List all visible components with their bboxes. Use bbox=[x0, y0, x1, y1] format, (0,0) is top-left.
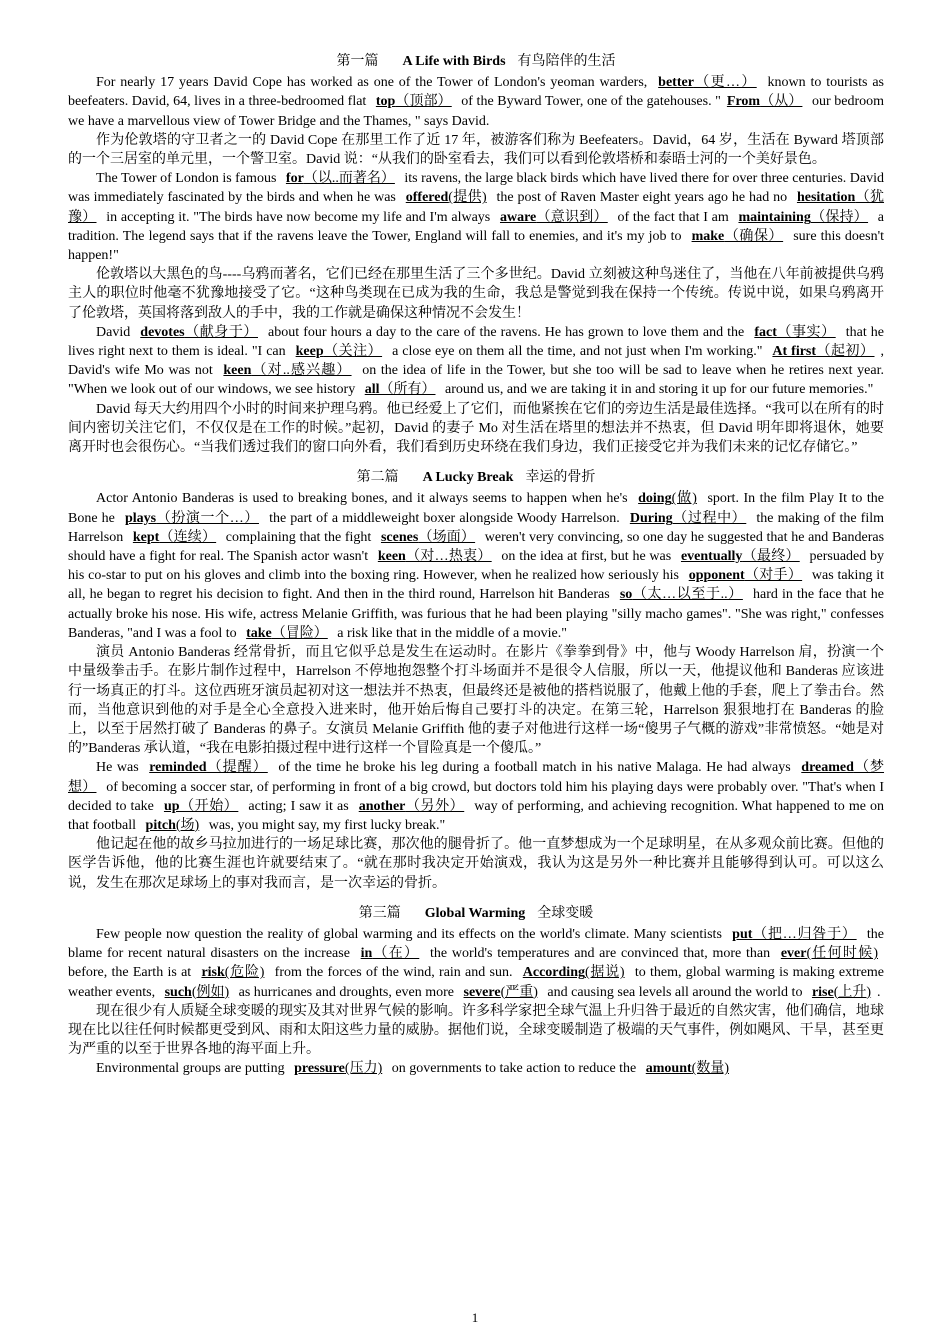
answer-word: ever bbox=[780, 946, 807, 962]
answer-blank bbox=[806, 985, 877, 1000]
text-run: a tradition. The legend says that if the ravens leave the Tower, England will fall to enemies, and it's my job to bbox=[68, 209, 885, 244]
text-run: on governments to take action to reduce the bbox=[388, 1061, 640, 1077]
answer-word: keep bbox=[295, 344, 324, 360]
text-run: acting; I saw it as bbox=[244, 798, 353, 814]
answer-blank bbox=[748, 325, 841, 340]
text-run: , David's wife Mo was not bbox=[68, 344, 884, 379]
section-label: 第一篇 bbox=[336, 54, 379, 69]
text-run: Actor Antonio Banderas is used to breaking bones, and it always seems to happen when he's bbox=[96, 491, 633, 507]
text-run: the blame for recent natural disasters on the increase bbox=[68, 926, 885, 962]
answer-gloss: (提供) bbox=[448, 190, 487, 206]
answer-word: eventually bbox=[680, 549, 743, 565]
chinese-translation-paragraph: 演员 Antonio Banderas 经常骨折，而且它似乎总是发生在运动时。在影片《拳拳到骨》中，他与 Woody Harrelson 肩，扮演一个中量级拳击手。在影片制作过程中，Harrelson 不停地抱怨整个打斗场面并不是很令人信服，所以一天，他提议他和 Banderas 应该进行一场真正的打斗。这位西班牙演员起初对这一想法并不热衷，但最终还是被他的搭档说服了，他戴上他的手套，爬上了拳击台。然而，当他意识到他的对手是全心全意投入进来时，他开始后悔自己要打斗的决定。在第三轮，Harrelson 狠狠地打在 Banderas 的脸上，以至于居然打破了 Banderas 的鼻子。女演员 Melanie Griffith 他的妻子对他进行这样一场“傻男子气概的游戏”非常愤怒。“她是对的”Banderas 承认道，“我在电影拍摄过程中进行这样一个冒险真是一个傻瓜。” bbox=[68, 645, 884, 757]
answer-word: scenes bbox=[380, 529, 419, 545]
section-label: 第二篇 bbox=[356, 470, 399, 486]
answer-blank bbox=[240, 626, 334, 641]
english-paragraph bbox=[68, 323, 884, 400]
answer-blank bbox=[375, 530, 481, 545]
answer-gloss: (据说) bbox=[584, 965, 625, 981]
section-title-cn: 幸运的骨折 bbox=[525, 470, 596, 486]
answer-word: such bbox=[164, 984, 192, 1000]
answer-word: keen bbox=[223, 363, 252, 379]
answer-word: dreamed bbox=[801, 760, 854, 776]
answer-gloss: （保持） bbox=[810, 209, 869, 225]
answer-gloss: (场) bbox=[175, 817, 200, 833]
answer-gloss: （以..而著名） bbox=[303, 171, 395, 187]
answer-blank bbox=[290, 344, 388, 359]
answer-gloss: (压力) bbox=[344, 1061, 383, 1077]
answer-blank bbox=[288, 1061, 388, 1076]
text-run: a close eye on them all the time, and not just when I'm working." bbox=[388, 344, 767, 360]
text-run: was, you might say, my first lucky break." bbox=[205, 817, 446, 833]
answer-gloss: (上升) bbox=[833, 984, 872, 1000]
text-run: about four hours a day to the care of the ravens. He has grown to love them and the bbox=[263, 324, 749, 340]
answer-blank bbox=[140, 818, 206, 833]
answer-gloss: （对…热衷） bbox=[405, 549, 492, 565]
answer-word: keen bbox=[377, 549, 406, 565]
text-run: sport. In the film Play It to the Bone he bbox=[68, 491, 885, 526]
answer-gloss: （在） bbox=[372, 946, 420, 962]
text-run: For nearly 17 years David Cope has worked as one of the Tower of London's yeoman warders, bbox=[96, 75, 653, 91]
answer-blank bbox=[158, 799, 244, 814]
answer-word: devotes bbox=[140, 324, 185, 340]
text-run: before, the Earth is at bbox=[68, 965, 196, 981]
answer-gloss: （连续） bbox=[159, 529, 217, 545]
text-run: Few people now question the reality of global warming and its effects on the world's climate. Many scientists bbox=[96, 926, 727, 942]
answer-word: make bbox=[691, 228, 725, 244]
text-run: hard in the face that he actually broke his nose. His wife, actress Melanie Griffith, was furious that he had been playing "silly macho games". "She was right," confesses Banderas, "and I was a fool to bbox=[68, 587, 884, 641]
answer-blank bbox=[632, 491, 703, 506]
answer-gloss: （顶部） bbox=[395, 94, 452, 110]
answer-blank bbox=[775, 946, 884, 961]
text-run: the part of a middleweight boxer alongside Woody Harrelson. bbox=[264, 510, 624, 526]
chinese-translation-paragraph: 作为伦敦塔的守卫者之一的 David Cope 在那里工作了近 17 年，被游客们称为 Beefeaters。David，64 岁，生活在 Byward 塔顶部的一个三居室的单元里，一个警卫室。David 说：“从我们的卧室看去，我们可以看到伦敦塔桥和泰晤士河的一个美好景色。 bbox=[68, 132, 884, 168]
answer-gloss: (做) bbox=[671, 491, 697, 507]
chinese-translation-paragraph: 他记起在他的故乡马拉加进行的一场足球比赛，那次他的腿骨折了。他一直梦想成为一个足球明星，在从多观众前比赛。但他的医学告诉他，他的比赛生涯也许就要结束了。“就在那时我决定开始演戏，我认为这是另外一种比赛并且能够得到认可。可以这么说，发生在那次足球场上的事对我而言，是一次幸运的骨折。 bbox=[68, 837, 884, 891]
answer-blank bbox=[683, 568, 808, 583]
answer-blank bbox=[726, 927, 862, 942]
text-run: Environmental groups are putting bbox=[96, 1061, 289, 1077]
answer-word: fact bbox=[754, 324, 777, 340]
answer-word: amount bbox=[645, 1061, 692, 1077]
answer-blank bbox=[517, 965, 631, 980]
answer-blank bbox=[217, 363, 357, 378]
text-run: weren't very convincing, so one day he suggested that he and Banderas should have a fight for real. The Spanish actor wasn't bbox=[68, 529, 885, 565]
chinese-translation-paragraph: 现在很少有人质疑全球变暖的现实及其对世界气候的影响。许多科学家把全球气温上升归咎于最近的自然灾害，他们确信，地球现在比以往任何时候都更受到风、雨和太阳这些力量的威胁。据他们说，全球变暖制造了极端的天气事件，例如飓风、干旱，甚至更为严重的以至于世界各地的海平面上升。 bbox=[68, 1003, 884, 1058]
answer-gloss: （献身于） bbox=[184, 324, 258, 340]
answer-blank bbox=[732, 210, 874, 225]
answer-word: offered bbox=[405, 190, 449, 206]
answer-word: From bbox=[726, 94, 761, 110]
section-label: 第三篇 bbox=[358, 905, 401, 921]
answer-word: opponent bbox=[688, 568, 745, 584]
text-run: persuaded by his co-star to put on his gloves and climb into the boxing ring. However, when he realized how seriously his bbox=[68, 549, 885, 584]
text-run: David bbox=[96, 324, 135, 340]
answer-blank bbox=[127, 530, 222, 545]
text-run: of the Byward Tower, one of the gatehouses. " bbox=[457, 94, 721, 110]
text-run: on the idea of life in the Tower, but she too will be sad to leave when he retires next year. "When we look out of our windows, we see history bbox=[68, 363, 885, 398]
answer-gloss: （犹豫） bbox=[68, 190, 885, 225]
text-run: the making of the film Harrelson bbox=[68, 510, 885, 545]
answer-gloss: （从） bbox=[760, 94, 803, 110]
english-paragraph bbox=[68, 489, 884, 643]
section-title-cn: 有鸟陪伴的生活 bbox=[517, 54, 616, 69]
answer-gloss: （更…） bbox=[693, 75, 757, 91]
answer-blank bbox=[624, 511, 752, 526]
answer-blank bbox=[675, 549, 806, 564]
answer-word: pressure bbox=[294, 1061, 345, 1077]
answer-blank bbox=[400, 190, 493, 205]
answer-word: for bbox=[285, 171, 304, 187]
text-run: the post of Raven Master eight years ago he had no bbox=[492, 190, 791, 206]
text-run: in accepting it. "The birds have now become my life and I'm always bbox=[102, 209, 494, 225]
answer-word: all bbox=[364, 382, 380, 398]
answer-blank bbox=[280, 171, 401, 186]
answer-gloss: （对..感兴趣） bbox=[251, 363, 352, 379]
answer-blank bbox=[686, 229, 790, 244]
answer-gloss: (危险) bbox=[224, 965, 265, 981]
text-run: was taking it all, he began to regret his decision to fight. And then in the third round, Harrelson hit Banderas bbox=[68, 568, 885, 603]
text-run: The Tower of London is famous bbox=[96, 171, 280, 187]
answer-blank bbox=[372, 549, 498, 564]
answer-word: in bbox=[360, 946, 373, 962]
answer-word: aware bbox=[499, 209, 537, 225]
text-run: way of performing, and achieving recognition. What happened to me on that football bbox=[68, 798, 884, 833]
answer-blank bbox=[143, 760, 274, 775]
section-title-cn: 全球变暖 bbox=[537, 905, 594, 921]
text-run: the world's temperatures and are convinced that, more than bbox=[425, 946, 775, 962]
text-run: He was bbox=[96, 760, 144, 776]
section-title bbox=[68, 52, 884, 71]
answer-word: plays bbox=[124, 510, 157, 526]
answer-gloss: （意识到） bbox=[536, 209, 608, 225]
answer-gloss: （事实） bbox=[776, 324, 836, 340]
section-gap bbox=[68, 893, 884, 904]
answer-gloss: （另外） bbox=[405, 798, 465, 814]
answer-word: pitch bbox=[145, 817, 176, 833]
answer-word: another bbox=[358, 798, 406, 814]
answer-gloss: （起初） bbox=[816, 344, 875, 360]
answer-word: top bbox=[375, 94, 396, 110]
answer-gloss: （所有） bbox=[379, 382, 436, 398]
answer-blank bbox=[159, 985, 236, 1000]
english-paragraph bbox=[68, 925, 884, 1002]
answer-word: up bbox=[163, 798, 180, 814]
text-run: our bedroom we have a marvellous view of Tower Bridge and the Thames, " says David. bbox=[68, 94, 884, 129]
answer-gloss: （确保） bbox=[724, 228, 784, 244]
text-run: complaining that the fight bbox=[222, 529, 375, 545]
section-title-en: Global Warming bbox=[424, 905, 526, 921]
english-paragraph bbox=[68, 73, 884, 131]
answer-blank bbox=[355, 946, 426, 961]
answer-gloss: （提醒） bbox=[206, 760, 268, 776]
answer-word: put bbox=[732, 926, 753, 942]
answer-word: take bbox=[246, 625, 272, 641]
answer-gloss: (数量) bbox=[691, 1061, 729, 1077]
answer-gloss: （过程中） bbox=[672, 510, 747, 526]
answer-gloss: （梦想） bbox=[68, 760, 885, 795]
text-run: of the time he broke his leg during a football match in his native Malaga. He had always bbox=[273, 760, 796, 776]
text-run: around us, and we are taking it in and storing it up for our future memories." bbox=[441, 382, 874, 398]
answer-gloss: (例如) bbox=[191, 984, 230, 1000]
answer-blank bbox=[640, 1061, 735, 1076]
answer-word: rise bbox=[811, 984, 834, 1000]
chinese-translation-paragraph: David 每天大约用四个小时的时间来护理乌鸦。他已经爱上了它们，而他紧挨在它们的旁边生活是最佳选择。“我可以在所有的时间内密切关注它们，不仅仅是在工作的时候。”起初，David 的妻子 Mo 对生活在塔里的想法并不热衷，但 David 明年即将退休，她要离开时也会很伤心。“当我们透过我们的窗口向外看，我们看到历史环绕在我们身边，我们正接受它并为我们未来的记忆存储它。” bbox=[68, 401, 884, 456]
text-run: that he lives right next to them is ideal. "I can bbox=[68, 324, 885, 360]
answer-blank bbox=[119, 511, 265, 526]
english-paragraph bbox=[68, 1059, 884, 1078]
answer-word: During bbox=[629, 510, 673, 526]
answer-blank bbox=[353, 799, 471, 814]
answer-gloss: （开始） bbox=[179, 798, 239, 814]
english-paragraph bbox=[68, 758, 884, 835]
answer-gloss: （场面） bbox=[418, 529, 476, 545]
answer-word: hesitation bbox=[796, 190, 856, 206]
answer-word: doing bbox=[638, 491, 672, 507]
text-run: as hurricanes and droughts, even more bbox=[235, 984, 458, 1000]
answer-word: kept bbox=[132, 529, 160, 545]
answer-gloss: (任何时候) bbox=[806, 946, 878, 962]
answer-blank bbox=[652, 75, 763, 90]
text-run: a risk like that in the middle of a movie." bbox=[333, 625, 567, 641]
section-title-en: A Life with Birds bbox=[402, 54, 506, 69]
text-run: to them, global warming is making extreme weather events, bbox=[68, 965, 885, 1000]
answer-blank bbox=[134, 325, 264, 340]
answer-gloss: （关注） bbox=[323, 344, 383, 360]
answer-blank bbox=[195, 965, 270, 980]
section-title bbox=[68, 904, 884, 923]
answer-gloss: （太…以至于..） bbox=[632, 587, 743, 603]
chinese-translation-paragraph: 伦敦塔以大黑色的鸟----乌鸦而著名，它们已经在那里生活了三个多世纪。David 立刻被这种鸟迷住了，当他在八年前被提供乌鸦主人的职位时他毫不犹豫地接受了它。“这种鸟类现在已成为我的生命，我总是警觉到我在保持一个传统。传说中说，如果乌鸦离开了伦敦塔，英国将落到敌人的手中，我的工作就是确保这种情况不会发生！ bbox=[68, 267, 884, 321]
answer-word: risk bbox=[201, 965, 225, 981]
document-page bbox=[68, 52, 884, 1079]
text-run: known to tourists as beefeaters. David, 64, lives in a three-bedroomed flat bbox=[68, 75, 885, 110]
text-run: . bbox=[877, 984, 881, 1000]
text-run: on the idea at first, but he was bbox=[497, 549, 675, 565]
english-paragraph bbox=[68, 169, 884, 265]
section-title-en: A Lucky Break bbox=[422, 470, 514, 486]
answer-blank bbox=[370, 94, 458, 109]
answer-blank bbox=[721, 94, 809, 109]
answer-word: better bbox=[658, 75, 694, 91]
answer-gloss: （扮演一个…） bbox=[156, 510, 259, 526]
answer-word: severe bbox=[463, 984, 501, 1000]
answer-word: reminded bbox=[149, 760, 207, 776]
text-run: of the fact that I am bbox=[613, 209, 733, 225]
page-number: 1 bbox=[471, 1310, 479, 1325]
answer-word: maintaining bbox=[738, 209, 811, 225]
answer-blank bbox=[359, 382, 442, 397]
answer-word: According bbox=[522, 965, 585, 981]
answer-blank bbox=[614, 587, 749, 602]
section-gap bbox=[68, 457, 884, 468]
answer-blank bbox=[494, 210, 614, 225]
answer-gloss: （冒险） bbox=[271, 625, 328, 641]
text-run: its ravens, the large black birds which have lived there for over three centuries. David was immediately fascinated by the birds and when he was bbox=[68, 171, 885, 206]
answer-word: so bbox=[619, 587, 633, 603]
text-run: and causing sea levels all around the world to bbox=[543, 984, 806, 1000]
answer-gloss: （最终） bbox=[742, 549, 800, 565]
text-run: of becoming a soccer star, of performing in front of a big crowd, but doctors told him his playing days were probably over. "That's when I decided to take bbox=[68, 779, 884, 814]
text-run: from the forces of the wind, rain and sun. bbox=[270, 965, 517, 981]
section-title bbox=[68, 468, 884, 487]
answer-gloss: （把…归咎于） bbox=[752, 926, 857, 942]
answer-gloss: （对手） bbox=[744, 568, 803, 584]
answer-blank bbox=[458, 985, 544, 1000]
answer-blank bbox=[766, 344, 880, 359]
text-run: sure this doesn't happen!" bbox=[68, 228, 884, 264]
answer-gloss: (严重) bbox=[500, 984, 538, 1000]
answer-word: At first bbox=[772, 344, 817, 360]
